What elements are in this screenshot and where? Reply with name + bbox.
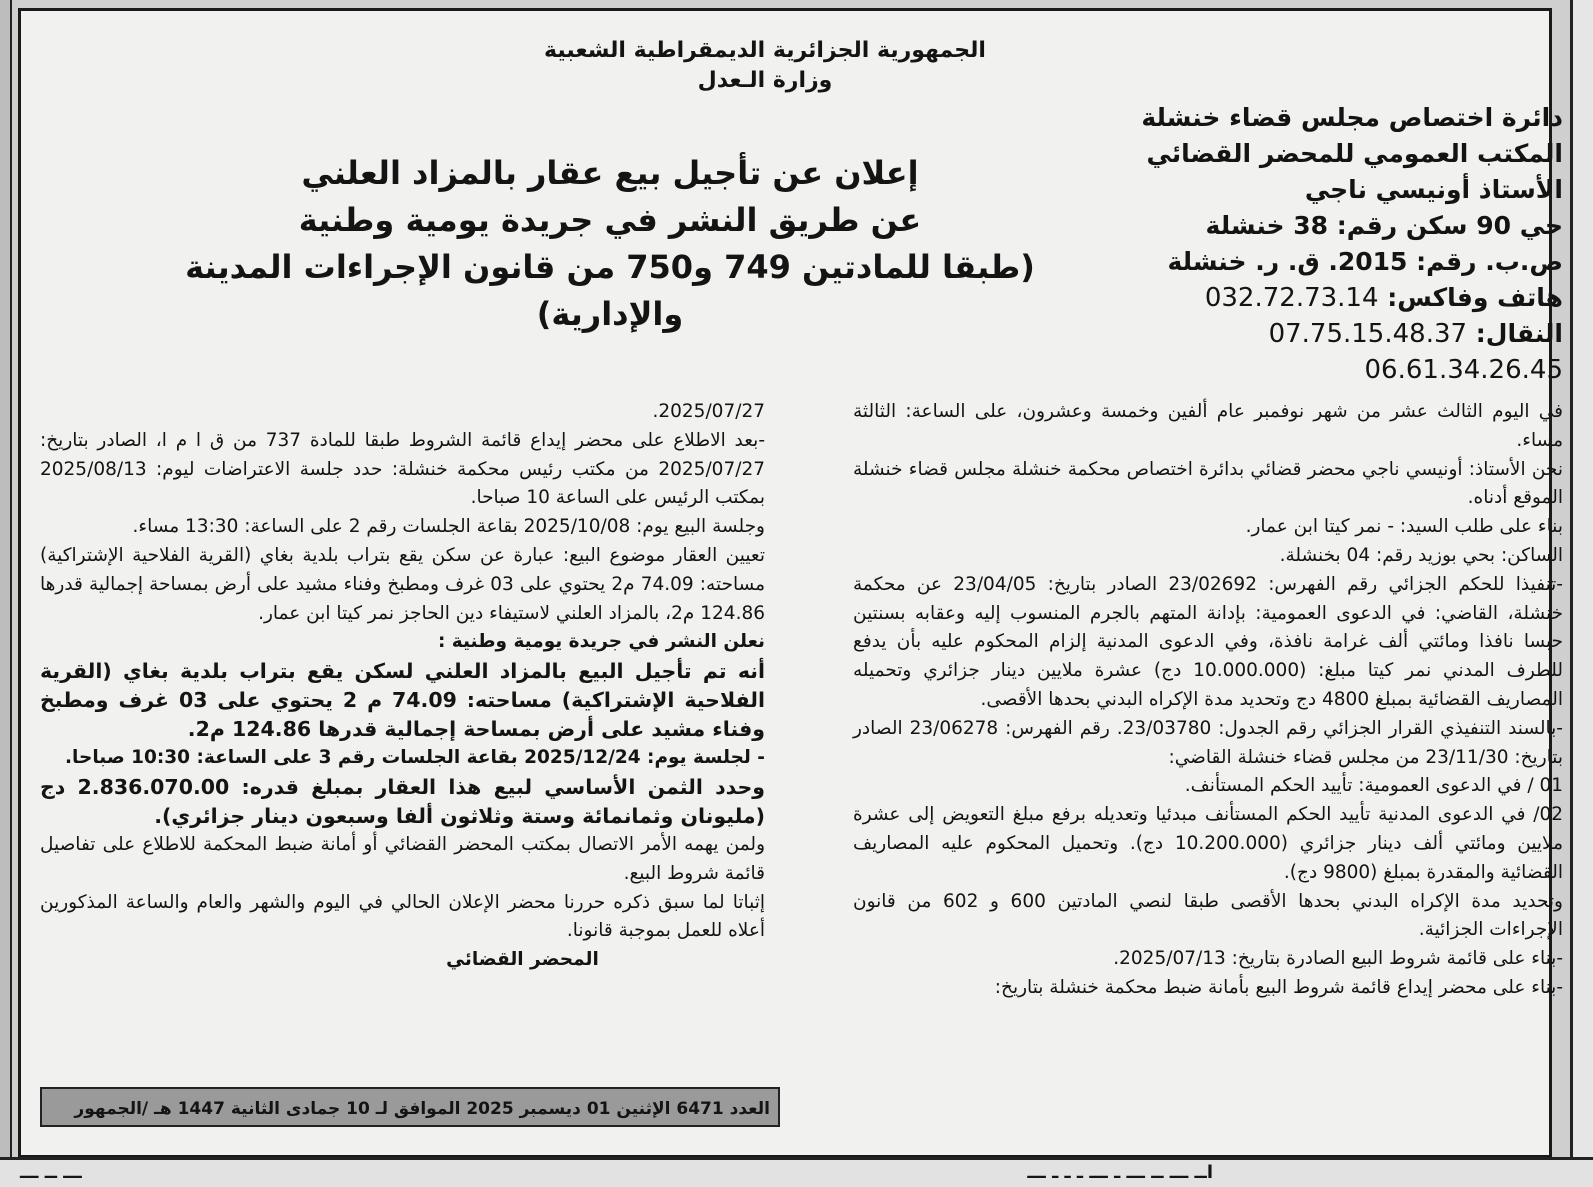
left-text-column (40, 398, 765, 975)
header-block (440, 36, 1090, 96)
signature-label: المحضر القضائي (446, 949, 599, 971)
next-article-snippet-right: اــ ـــ ــ ـــ ـ ـــ ـ ـ ـ ـــ (1027, 1162, 1213, 1183)
paragraph-civil-action: 02/ في الدعوى المدنية تأييد الحكم المستأنف مبدئيا وتعديله برفع مبلغ التعويض إلى عشرة ملايين ومائتي ألف دينار جزائري (10.200.000 دج). وتحميل المحكوم عليه المصاريف القضائية والمقدرة بمبلغ (9800 دج). (853, 804, 1563, 883)
office-phone-line (1043, 280, 1563, 316)
title-line-2: عن طريق النشر في جريدة يومية وطنية (298, 201, 922, 239)
mobile-label: النقال: (1475, 319, 1563, 348)
bailiff-name: الأستاذ أونيسي ناجي (1304, 175, 1563, 204)
paragraph-base-price: وحدد الثمن الأساسي لبيع هذا العقار بمبلغ قدره: 2.836.070.00 دج (مليونان وثمانمائة وستة وثلاثون ألفا وسبعون دينار جزائري). (40, 774, 765, 828)
paragraph-contact: ولمن يهمه الأمر الاتصال بمكتب المحضر القضائي أو أمانة ضبط المحكمة للاطلاع على تفاصيل قائمة شروط البيع. (40, 833, 765, 884)
office-po-box: ص.ب. رقم: 2015. ق. ر. خنشلة (1167, 247, 1563, 276)
paragraph-postponement: أنه تم تأجيل البيع بالمزاد العلني لسكن يقع بتراب بلدية بغاي (القرية الفلاحية الإشتراكية) مساحته: 74.09 م 2 يحتوي على 03 غرف ومطبخ وفناء مشيد على أرض بمساحة إجمالية قدرها 124.86 م2. (40, 659, 765, 742)
paragraph-deposit: -بناء على محضر إيداع قائمة شروط البيع بأمانة ضبط محكمة خنشلة بتاريخ: (994, 976, 1563, 998)
paragraph-coercion: وتحديد مدة الإكراه البدني بحدها الأقصى طبقا لنصي المادتين 600 و 602 من قانون الإجراءات الجزائية. (853, 890, 1563, 941)
office-mobile-line (1043, 316, 1563, 352)
adjacent-page-edge-left (0, 0, 12, 1184)
next-article-snippet-left: ـــ ــ ـــ (20, 1162, 82, 1183)
paragraph-date-time: في اليوم الثالث عشر من شهر نوفمبر عام ألفين وخمسة وعشرون، على الساعة: الثالثة مساء. (853, 401, 1563, 451)
issue-footer: العدد 6471 الإثنين 01 ديسمبر 2025 الموافق لـ 10 جمادى الثانية 1447 هـ /الجمهور (40, 1087, 780, 1127)
deposit-date: 2025/07/27. (652, 401, 765, 422)
paragraph-sale-conditions: -بناء على قائمة شروط البيع الصادرة بتاريخ: 2025/07/13. (1113, 948, 1563, 970)
paragraph-sale-session: وجلسة البيع يوم: 2025/10/08 بقاعة الجلسات رقم 2 على الساعة: 13:30 مساء. (132, 516, 765, 538)
ministry-name: وزارة الـعدل (697, 68, 833, 93)
right-text-column (853, 398, 1563, 1003)
paragraph-applicant: بناء على طلب السيد: - نمر كيتا ابن عمار. (1245, 516, 1563, 538)
bailiff-office-block (1043, 100, 1563, 388)
office-jurisdiction: دائرة اختصاص مجلس قضاء خنشلة (1141, 103, 1563, 132)
phone-label: هاتف وفاكس: (1387, 283, 1563, 312)
title-line-1: إعلان عن تأجيل بيع عقار بالمزاد العلني (301, 154, 919, 192)
publication-heading: نعلن النشر في جريدة يومية وطنية : (437, 631, 765, 653)
mobile-number-1: 07.75.15.48.37 (1268, 319, 1468, 349)
mobile-number-2: 06.61.34.26.45 (1364, 355, 1563, 385)
paragraph-attestation: إثباتا لما سبق ذكره حررنا محضر الإعلان الحالي في اليوم والشهر والعام والساعة المذكورين أعلاه للعمل بموجبة قانونا. (40, 891, 765, 942)
title-line-3: (طبقا للمادتين 749 و750 من قانون الإجراءات المدينة والإدارية) (185, 248, 1035, 333)
next-article-strip (0, 1157, 1593, 1187)
paragraph-objections-session: -بعد الاطلاع على محضر إيداع قائمة الشروط طبقا للمادة 737 من ق ا م ا، الصادر بتاريخ: 2025/07/27 من مكتب رئيس محكمة خنشلة: حدد جلسة الاعتراضات ليوم: 2025/08/13 بمكتب الرئيس على الساعة 10 صباحا. (40, 429, 765, 509)
paragraph-residence: الساكن: بحي بوزيد رقم: 04 بخنشلة. (1279, 544, 1563, 566)
republic-name: الجمهورية الجزائرية الديمقراطية الشعبية (544, 38, 986, 63)
paragraph-judgment: -تنفيذا للحكم الجزائي رقم الفهرس: 23/02692 الصادر بتاريخ: 23/04/05 عن محكمة خنشلة، القاضي: في الدعوى العمومية: بإدانة المتهم بالجرم المنسوب إليه وعقابه بسنتين حبسا نافذا ومائتي ألف غرامة نافذة، وفي الدعوى المدنية إلزام المحكوم عليه بأن يدفع للطرف المدني نمر كيتا مبلغ: (10.000.000 دج) عشرة ملايين دينار جزائري وتحميله المصاريف القضائية بمبلغ 4800 دج وتحديد مدة الإكراه البدني بحدها الأقصى. (853, 573, 1563, 710)
paragraph-bailiff: نحن الأستاذ: أونيسي ناجي محضر قضائي بدائرة اختصاص محكمة خنشلة مجلس قضاء خنشلة الموقع أدناه. (853, 458, 1563, 509)
adjacent-page-edge-right (1570, 0, 1593, 1184)
paragraph-executive-title: -بالسند التنفيذي القرار الجزائي رقم الجدول: 23/03780. رقم الفهرس: 23/06278 الصادر بتاريخ: 23/11/30 من مجلس قضاء خنشلة القاضي: (853, 717, 1563, 768)
notice-title (150, 150, 1070, 338)
paragraph-new-session: - لجلسة يوم: 2025/12/24 بقاعة الجلسات رقم 3 على الساعة: 10:30 صباحا. (65, 747, 765, 769)
office-address: حي 90 سكن رقم: 38 خنشلة (1205, 211, 1563, 240)
paragraph-property: تعيين العقار موضوع البيع: عبارة عن سكن يقع بتراب بلدية بغاي (القرية الفلاحية الإشتراكية) مساحته: 74.09 م2 يحتوي على 03 غرف ومطبخ وفناء مشيد على أرض بمساحة إجمالية قدرها 124.86 م2، بالمزاد العلني لاستيفاء دين الحاجز نمر كيتا ابن عمار. (40, 544, 766, 624)
phone-number: 032.72.73.14 (1204, 283, 1379, 313)
office-name: المكتب العمومي للمحضر القضائي (1146, 139, 1563, 168)
paragraph-public-action: 01 / في الدعوى العمومية: تأييد الحكم المستأنف. (1184, 775, 1563, 797)
